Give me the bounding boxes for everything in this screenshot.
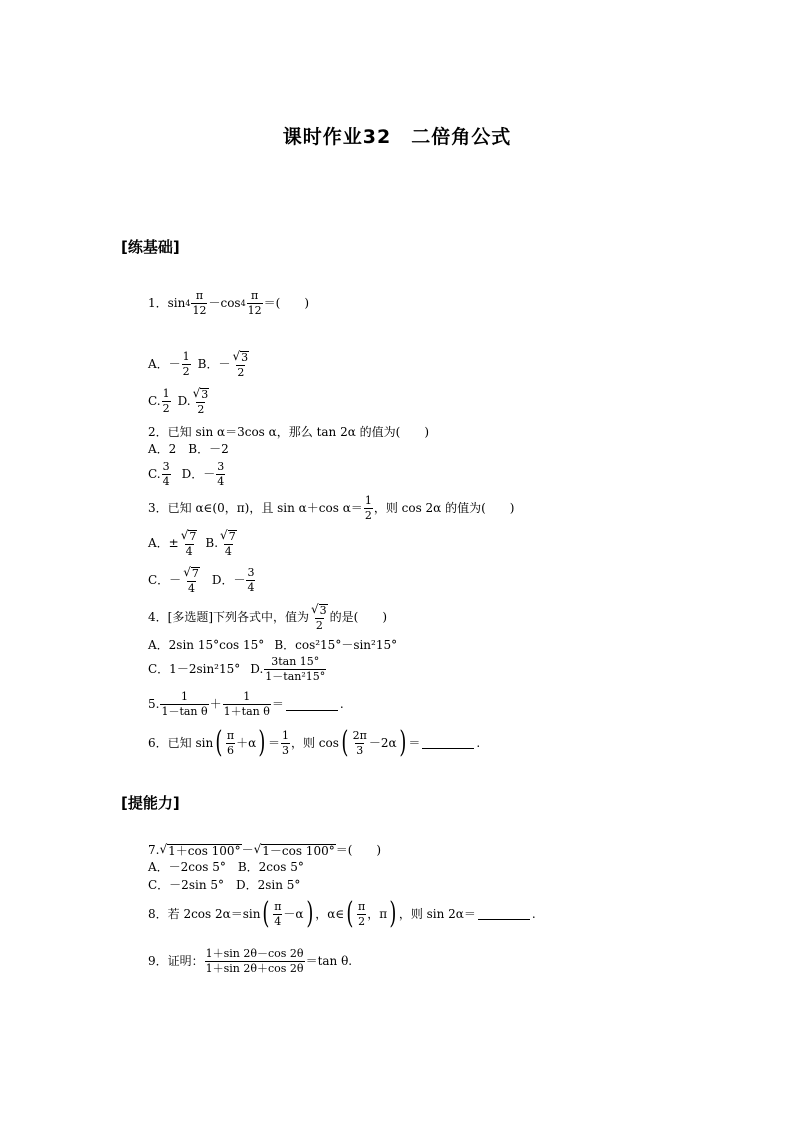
fraction-sqrt7-over-4: √ 7 4	[220, 528, 236, 558]
question-9-stem: 9．证明： $\frac{1+\sin 2\theta-\cos 2\theta}{1+\sin 2\theta+\cos 2\theta}$ ＝tan θ.	[148, 947, 353, 975]
question-3-stem: 3．已知 α∈(0，π)，且 sin α＋cos α＝ $\frac{1}{2}$ ，则 cos 2α 的值为( )	[148, 494, 515, 522]
question-4-options-cd: C．1－2sin²15° D. $\frac{3\tan 15^\circ}{\text{1－tan²15°}}$	[148, 655, 326, 683]
question-8-stem: 8．若 2cos 2α＝sin ( $\frac{\pi}{4}$ －α ) ，α∈ ( $\frac{\pi}{2}$ ，π ) ，则 sin 2α＝ .	[148, 896, 536, 931]
fraction-sqrt7-over-4: √ 7 4	[183, 565, 199, 595]
fraction-sqrt3-over-2: √ 3 2	[311, 602, 327, 632]
answer-blank[interactable]	[478, 908, 530, 920]
fraction-pi-over-4: $\frac{\pi}{4}$	[274, 899, 282, 928]
question-1-options-cd: C. $\frac{1}{2}$ D. √ 3 2	[148, 386, 209, 416]
fraction-one-over-one-minus-tan: $\frac{1}{\text{1－tan θ}}$	[161, 690, 208, 718]
question-1-stem: 1． sin 4 $\frac{\pi}{12}$ －cos 4 $\frac{\pi}{12}$ ＝( )	[148, 289, 310, 317]
question-5-stem: 5. $\frac{1}{\text{1－tan θ}}$ ＋ $\frac{1}{\text{1＋tan θ}}$ ＝ .	[148, 690, 344, 718]
section-basic-heading: [练基础]	[121, 238, 180, 256]
fraction-proof-expression: $\frac{1+\sin 2\theta-\cos 2\theta}{1+\sin 2\theta+\cos 2\theta}$	[205, 947, 304, 975]
fraction-one-over-one-plus-tan: $\frac{1}{\text{1＋tan θ}}$	[223, 690, 270, 718]
fraction-three-quarters: $\frac{3}{4}$	[217, 460, 225, 488]
fraction-one-third: $\frac{1}{3}$	[281, 728, 289, 757]
fraction-three-quarters: $\frac{3}{4}$	[247, 566, 255, 594]
answer-blank[interactable]	[286, 699, 338, 711]
question-2-stem: 2．已知 sin α＝3cos α，那么 tan 2α 的值为( )	[148, 425, 429, 439]
fraction-pi-over-6: $\frac{\pi}{6}$	[226, 728, 235, 757]
fraction-three-quarters: $\frac{3}{4}$	[162, 460, 170, 488]
fraction-one-half: $\frac{1}{2}$	[162, 387, 170, 415]
sqrt-one-minus-cos: √ 1－cos 100°	[253, 842, 335, 858]
fraction-one-half: $\frac{1}{2}$	[182, 350, 190, 378]
fraction-sqrt7-over-4: √ 7 4	[180, 528, 197, 558]
answer-blank[interactable]	[422, 737, 474, 749]
question-4-options-ab: A．2sin 15°cos 15° B．cos²15°－sin²15°	[148, 638, 398, 652]
fraction-pi-over-2: $\frac{\pi}{2}$	[357, 899, 366, 928]
sqrt-one-plus-cos: √ 1＋cos 100°	[159, 842, 241, 858]
question-4-stem: 4．[多选题]下列各式中，值为 √ 3 2 的是( )	[148, 602, 388, 632]
question-7-options-ab: A．－2cos 5° B．2cos 5°	[148, 860, 304, 874]
question-2-options-ab: A．2 B．－2	[148, 442, 229, 456]
question-1-options-ab: A．－ $\frac{1}{2}$ B．－ √ 3 2	[148, 349, 249, 379]
question-3-options-ab: A．± √ 7 4 B. √ 7 4	[148, 528, 236, 558]
question-3-options-cd: C．－ √ 7 4 D．－ $\frac{3}{4}$	[148, 565, 255, 595]
fraction-option-d: $\frac{3\tan 15^\circ}{\text{1－tan²15°}}$	[265, 655, 326, 683]
question-7-stem: 7. √ 1＋cos 100° － √ 1－cos 100° ＝( )	[148, 842, 382, 858]
question-7-options-cd: C．－2sin 5° D．2sin 5°	[148, 878, 301, 892]
fraction-sqrt3-over-2: √ 3 2	[192, 386, 209, 416]
section-advanced-heading: [提能力]	[121, 794, 180, 812]
fraction-pi-over-12: $\frac{\pi}{12}$	[192, 289, 207, 317]
question-2-options-cd: C. $\frac{3}{4}$ D．－ $\frac{3}{4}$	[148, 460, 225, 488]
fraction-one-half: $\frac{1}{2}$	[364, 494, 372, 522]
page-title: 课时作业32 二倍角公式	[282, 126, 512, 148]
fraction-2pi-over-3: $\frac{2\pi}{3}$	[352, 728, 367, 757]
fraction-pi-over-12: $\frac{\pi}{12}$	[247, 289, 262, 317]
fraction-sqrt3-over-2: √ 3 2	[232, 349, 249, 379]
question-6-stem: 6．已知 sin ( $\frac{\pi}{6}$ ＋α ) ＝ $\frac{1}{3}$ ，则 cos ( $\frac{2\pi}{3}$ －2α ) ＝ .	[148, 725, 481, 760]
